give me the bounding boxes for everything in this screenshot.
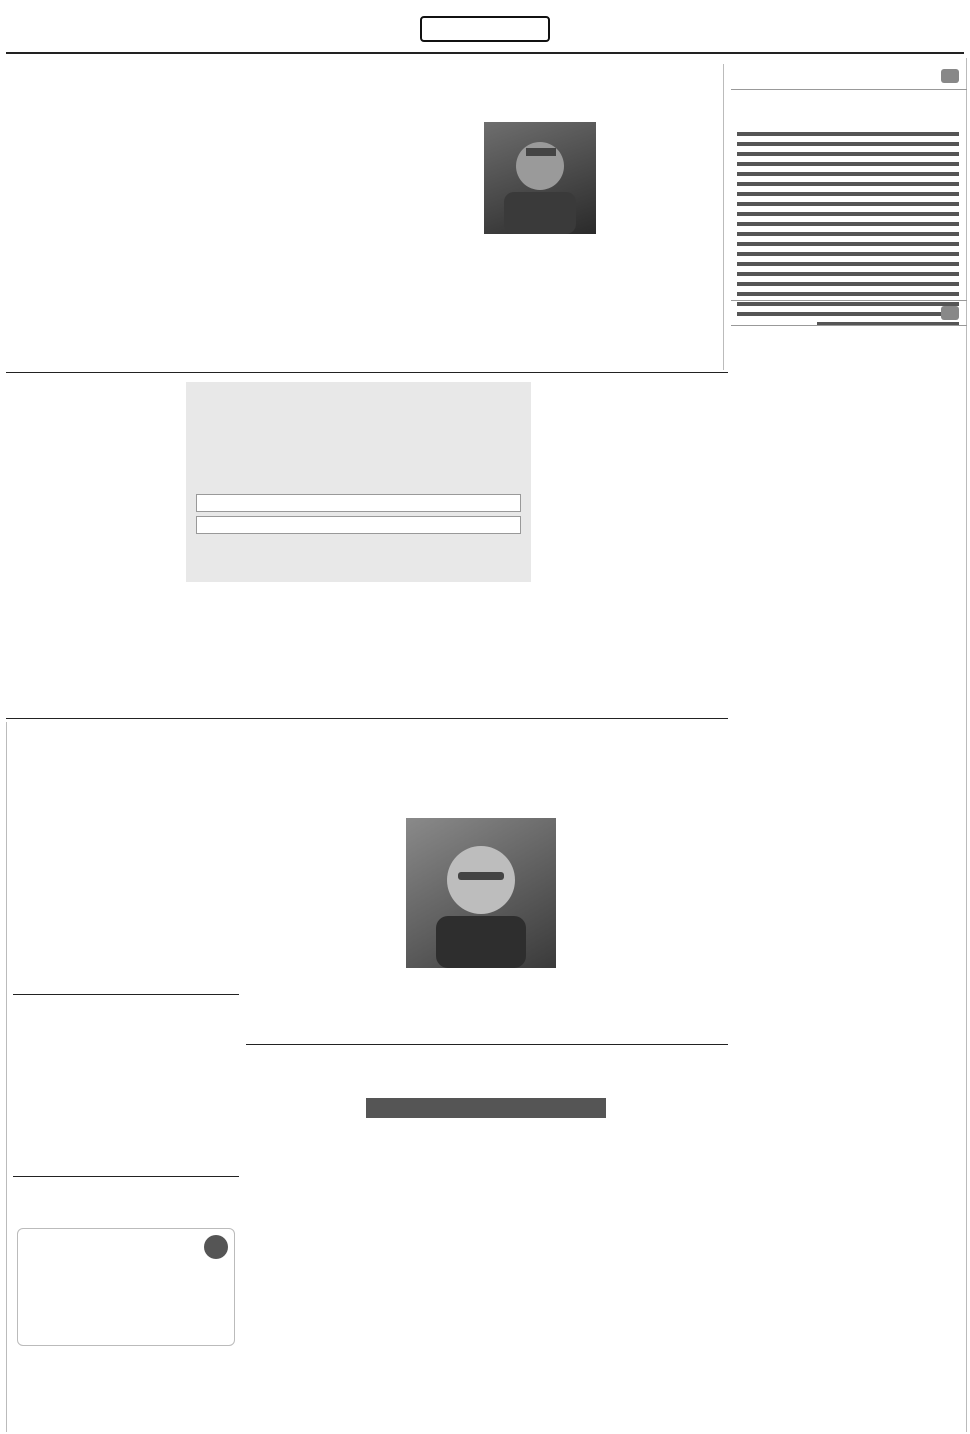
filtering-story — [6, 376, 728, 716]
corridor-body-mid — [406, 794, 556, 816]
mesbah-body — [246, 1126, 728, 1430]
corridor-body-right — [562, 794, 726, 1040]
filtering-body-left — [6, 382, 182, 712]
tweet-avatar — [204, 1235, 228, 1259]
report-header-bar — [731, 64, 967, 90]
margin-header-bar — [731, 300, 967, 326]
report-header-icon — [941, 69, 959, 83]
tweet-text — [24, 1263, 228, 1343]
corridor-story — [246, 722, 728, 1042]
corridor-body-left — [246, 792, 396, 1040]
mesbah-sub — [366, 1098, 606, 1118]
logo — [6, 2, 80, 50]
filtering-sub-2 — [196, 516, 521, 534]
president-body — [13, 1068, 239, 1172]
rule-after-corridor — [246, 1044, 728, 1045]
navy-story — [484, 64, 724, 370]
main-top-story — [6, 58, 726, 370]
main-top-body — [6, 142, 476, 368]
navy-commander-photo — [484, 122, 596, 234]
section-title — [420, 16, 550, 42]
right-sidebar — [731, 58, 967, 1432]
missile-body — [13, 778, 239, 990]
page-number — [932, 10, 966, 50]
left-column — [6, 722, 242, 1432]
navy-body-bottom — [484, 240, 596, 368]
corridor-title — [396, 740, 726, 790]
filtering-body-right — [536, 382, 726, 712]
corridor-body-mid2 — [406, 972, 556, 1040]
mesbah-story — [246, 1048, 728, 1432]
rule-president — [13, 1176, 239, 1177]
tweet-card — [17, 1228, 235, 1346]
claim-body — [13, 1352, 239, 1430]
margin-header-icon — [941, 306, 959, 320]
sidebar-news-list — [731, 334, 967, 1430]
masthead-rule — [6, 52, 964, 54]
filtering-sub-1 — [196, 494, 521, 512]
rule-missile — [13, 994, 239, 995]
filtering-body-mid — [186, 542, 531, 712]
rule-after-top — [6, 372, 728, 373]
masthead — [0, 0, 970, 56]
rule-after-filter — [6, 718, 728, 719]
navy-body — [600, 124, 724, 368]
corridor-photo — [406, 818, 556, 968]
